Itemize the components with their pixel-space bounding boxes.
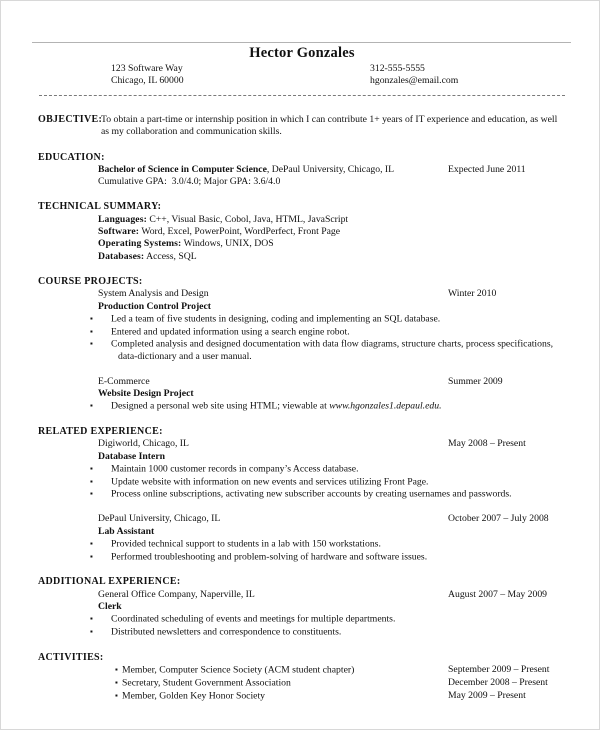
course-name: System Analysis and Design [98, 288, 209, 300]
technical-label: Databases: [98, 250, 145, 262]
bullet-item [90, 400, 566, 413]
bullet-square-icon: ▪ [90, 339, 93, 349]
education-degree: Bachelor of Science in Computer Science [98, 163, 267, 175]
bullet-text: Completed analysis and designed documentation with data flow diagrams, structure charts, process specifications, data-dictionary and a user manual. [111, 338, 554, 363]
education-school: , DePaul University, Chicago, IL [266, 163, 395, 175]
bullet-item [90, 338, 566, 363]
education-date: Expected June 2011 [448, 163, 526, 175]
bullet-item [90, 551, 566, 564]
technical-summary-heading: TECHNICAL SUMMARY: [38, 201, 162, 213]
course-project-entry [90, 375, 566, 413]
technical-label: Operating Systems: [98, 238, 182, 250]
entry-date: Winter 2010 [448, 288, 497, 300]
technical-value: Windows, UNIX, DOS [183, 238, 274, 250]
bullet-text: Distributed newsletters and correspondence to constituents. [111, 626, 342, 638]
bullet-item [90, 313, 566, 326]
experience-entry [90, 588, 566, 639]
bullet-square-icon: ▪ [115, 665, 118, 675]
job-title: Clerk [98, 601, 122, 612]
technical-row-languages [98, 214, 566, 226]
job-title: Lab Assistant [98, 525, 155, 537]
section-technical-summary [38, 201, 566, 262]
technical-value: Word, Excel, PowerPoint, WordPerfect, Front Page [141, 226, 341, 238]
entry-date: Summer 2009 [448, 375, 503, 387]
technical-row-software [98, 226, 566, 238]
bullet-item [90, 538, 566, 551]
technical-value: Access, SQL [146, 250, 197, 262]
bullet-square-icon: ▪ [90, 476, 93, 486]
bullet-text: Performed troubleshooting and problem-solving of hardware and software issues. [111, 551, 428, 563]
activity-row [98, 664, 566, 677]
bullet-square-icon: ▪ [90, 627, 93, 637]
entry-date: September 2009 – Present [448, 664, 550, 676]
contact-block [38, 63, 566, 89]
job-title: Database Intern [98, 450, 166, 462]
bullet-item [90, 613, 566, 626]
bullet-square-icon: ▪ [90, 489, 93, 499]
entry-date: October 2007 – July 2008 [448, 513, 549, 525]
section-related-experience [38, 426, 566, 563]
activity-text: Member, Golden Key Honor Society [122, 690, 266, 702]
header-top-rule [32, 42, 571, 43]
bullet-text: Led a team of five students in designing, coding and implementing an SQL database. [111, 313, 441, 325]
company-line: Digiworld, Chicago, IL [98, 438, 189, 450]
project-title: Website Design Project [98, 387, 194, 399]
technical-row-databases [98, 251, 566, 263]
technical-row-operating-systems [98, 238, 566, 250]
bullet-item [90, 626, 566, 639]
entry-date: May 2008 – Present [448, 438, 526, 450]
bullet-item [90, 326, 566, 339]
bullet-square-icon: ▪ [115, 690, 118, 700]
bullet-square-icon: ▪ [90, 401, 93, 411]
bullet-item [90, 463, 566, 476]
bullet-text: Coordinated scheduling of events and meetings for multiple departments. [111, 613, 396, 625]
education-degree-line [98, 164, 448, 176]
activities-heading: ACTIVITIES: [38, 651, 104, 663]
entry-date: December 2008 – Present [448, 676, 548, 688]
education-heading: EDUCATION: [38, 151, 105, 163]
section-education [38, 152, 566, 189]
bullet-square-icon: ▪ [115, 677, 118, 687]
experience-entry [90, 438, 566, 501]
activity-row [98, 677, 566, 690]
technical-label: Languages: [98, 213, 147, 225]
bullet-square-icon: ▪ [90, 463, 93, 473]
bullet-text: Maintain 1000 customer records in company’s Access database. [111, 463, 359, 475]
bullet-square-icon: ▪ [90, 551, 93, 561]
bullet-square-icon: ▪ [90, 326, 93, 336]
company-line: General Office Company, Naperville, IL [98, 588, 255, 600]
activity-text: Member, Computer Science Society (ACM student chapter) [122, 664, 355, 676]
bullet-text: Entered and updated information using a search engine robot. [111, 326, 350, 338]
bullet-square-icon: ▪ [90, 614, 93, 624]
page-title: Hector Gonzales [249, 45, 355, 61]
personal-site-url: www.hgonzales1.depaul.edu. [329, 400, 442, 412]
contact-phone: 312-555-5555 [370, 63, 425, 74]
experience-entry [90, 513, 566, 563]
bullet-text: Designed a personal web site using HTML; viewable at [111, 400, 330, 412]
section-course-projects [38, 276, 566, 413]
contact-reach [370, 63, 458, 88]
address-line-1: 123 Software Way [111, 63, 183, 74]
additional-experience-heading: ADDITIONAL EXPERIENCE: [38, 576, 181, 588]
entry-date: May 2009 – Present [448, 689, 526, 701]
technical-label: Software: [98, 226, 140, 238]
section-additional-experience [38, 576, 566, 638]
related-experience-heading: RELATED EXPERIENCE: [38, 425, 163, 437]
course-name: E-Commerce [98, 375, 150, 387]
bullet-text: Provided technical support to students in a lab with 150 workstations. [111, 538, 381, 550]
course-project-entry [90, 288, 566, 363]
course-projects-heading: COURSE PROJECTS: [38, 275, 143, 287]
address-line-2: Chicago, IL 60000 [111, 75, 184, 87]
project-title: Production Control Project [98, 300, 212, 312]
objective-heading: OBJECTIVE: [38, 114, 103, 125]
activity-text: Secretary, Student Government Association [122, 677, 291, 689]
contact-address [111, 63, 184, 88]
technical-value: C++, Visual Basic, Cobol, Java, HTML, JavaScript [149, 213, 349, 225]
activity-row [98, 690, 566, 703]
bullet-item [90, 476, 566, 489]
bullet-square-icon: ▪ [90, 538, 93, 548]
bullet-item [90, 488, 566, 501]
bullet-text: Process online subscriptions, activating new subscriber accounts by creating usernames and passwords. [111, 488, 512, 500]
objective-text: To obtain a part-time or internship position in which I can contribute 1+ years of IT experience and education, as well as my collaboration and communication skills. [101, 114, 558, 138]
bullet-text: Update website with information on new events and services utilizing Front Page. [111, 476, 429, 488]
bullet-square-icon: ▪ [90, 313, 93, 323]
header-dashed-rule [39, 95, 565, 96]
contact-email: hgonzales@email.com [370, 75, 459, 87]
company-line: DePaul University, Chicago, IL [98, 513, 221, 525]
section-activities [38, 652, 566, 703]
section-objective [38, 114, 566, 139]
entry-date: August 2007 – May 2009 [448, 588, 548, 600]
education-gpa: Cumulative GPA: 3.0/4.0; Major GPA: 3.6/4.0 [98, 176, 281, 188]
